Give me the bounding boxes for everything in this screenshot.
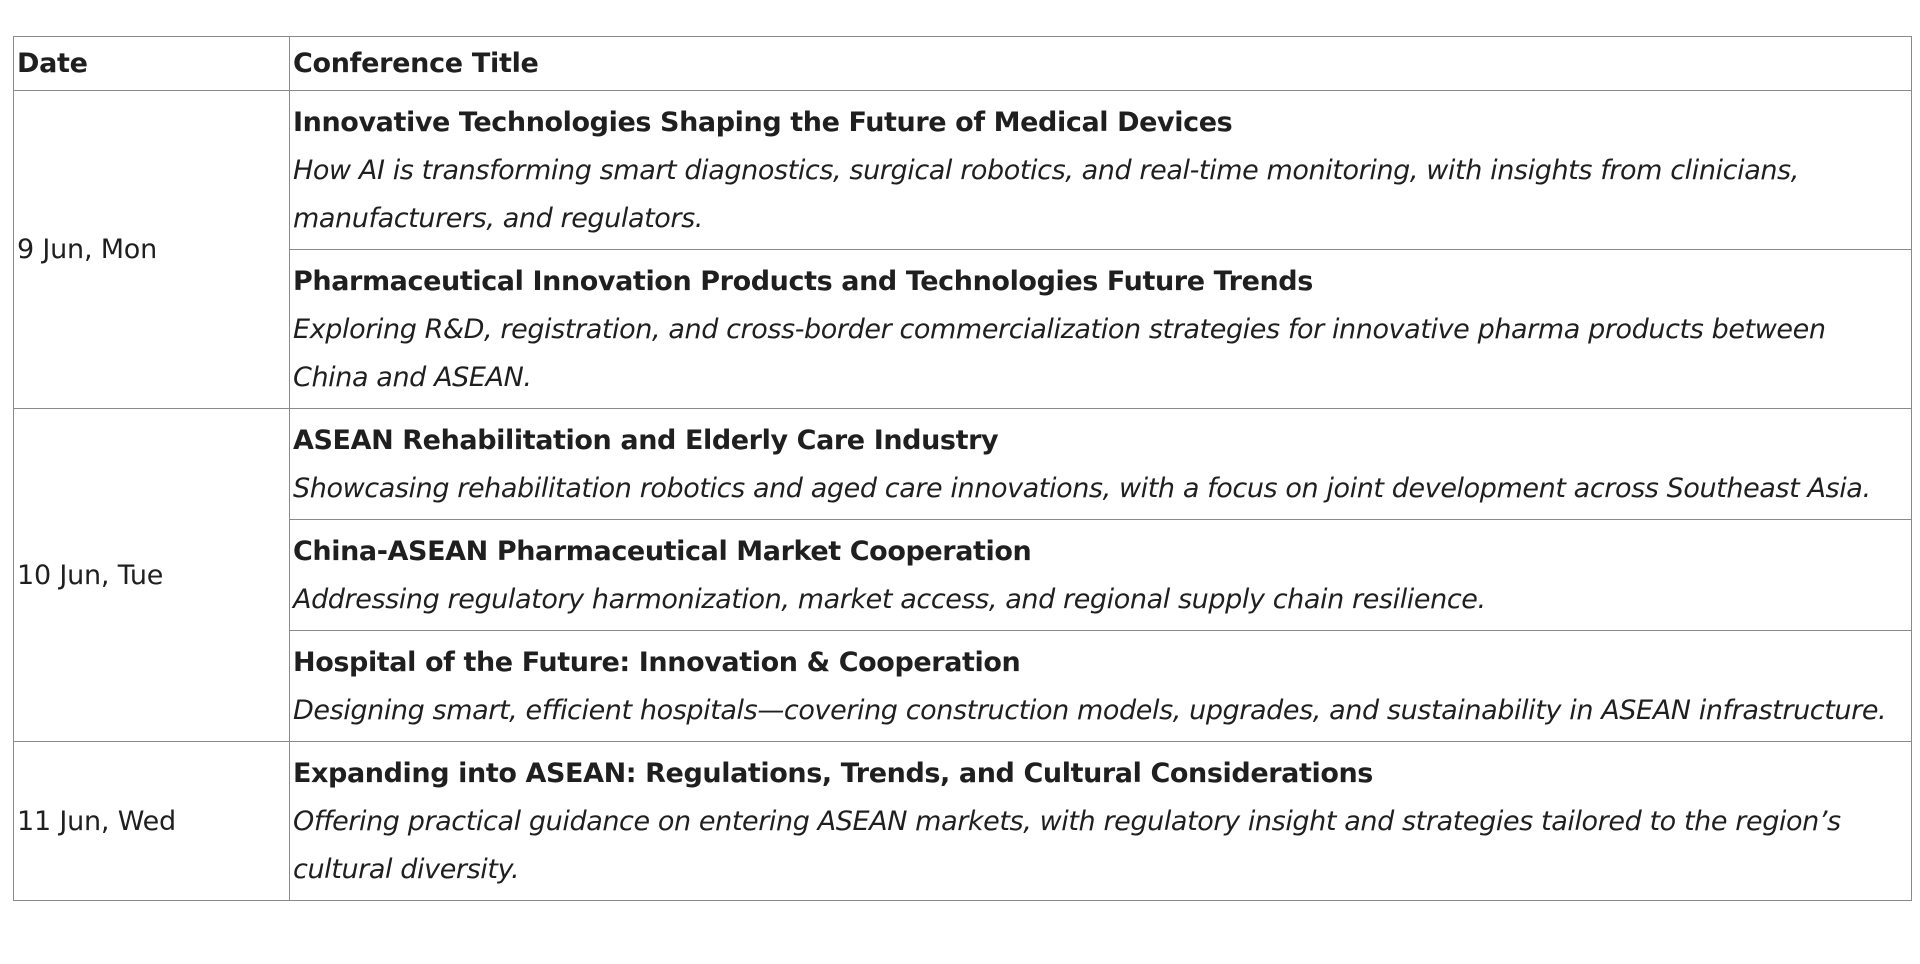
table-row [14, 742, 1912, 901]
conference-schedule [13, 36, 1912, 901]
schedule-table [13, 36, 1912, 901]
table-row [14, 520, 1912, 631]
date-cell: 10 Jun, Tue [14, 409, 290, 742]
conference-description: Addressing regulatory harmonization, market access, and regional supply chain resilience. [293, 584, 1486, 615]
conference-title: Expanding into ASEAN: Regulations, Trends, and Cultural Considerations [293, 758, 1373, 789]
conference-description: Designing smart, efficient hospitals—covering construction models, upgrades, and sustainability in ASEAN infrastructure. [293, 695, 1887, 726]
conference-title: ASEAN Rehabilitation and Elderly Care Industry [293, 425, 999, 456]
conference-description: Offering practical guidance on entering ASEAN markets, with regulatory insight and strategies tailored to the region’s cultural diversity. [293, 806, 1841, 885]
table-row [14, 250, 1912, 409]
conference-cell [290, 520, 1912, 631]
title-column-header: Conference Title [290, 37, 1912, 91]
table-row [14, 631, 1912, 742]
conference-cell [290, 409, 1912, 520]
header-row [14, 37, 1912, 91]
conference-cell [290, 631, 1912, 742]
table-row [14, 409, 1912, 520]
conference-title: Pharmaceutical Innovation Products and Technologies Future Trends [293, 266, 1313, 297]
conference-description: Exploring R&D, registration, and cross-border commercialization strategies for innovative pharma products between China and ASEAN. [293, 314, 1826, 393]
conference-title: China-ASEAN Pharmaceutical Market Cooperation [293, 536, 1032, 567]
table-row [14, 91, 1912, 250]
conference-cell [290, 250, 1912, 409]
conference-cell [290, 91, 1912, 250]
conference-cell [290, 742, 1912, 901]
date-column-header: Date [14, 37, 290, 91]
conference-title: Hospital of the Future: Innovation & Cooperation [293, 647, 1021, 678]
conference-description: How AI is transforming smart diagnostics, surgical robotics, and real-time monitoring, with insights from clinicians, manufacturers, and regulators. [293, 155, 1799, 234]
conference-description: Showcasing rehabilitation robotics and aged care innovations, with a focus on joint development across Southeast Asia. [293, 473, 1871, 504]
conference-title: Innovative Technologies Shaping the Future of Medical Devices [293, 107, 1233, 138]
date-cell: 9 Jun, Mon [14, 91, 290, 409]
date-cell: 11 Jun, Wed [14, 742, 290, 901]
